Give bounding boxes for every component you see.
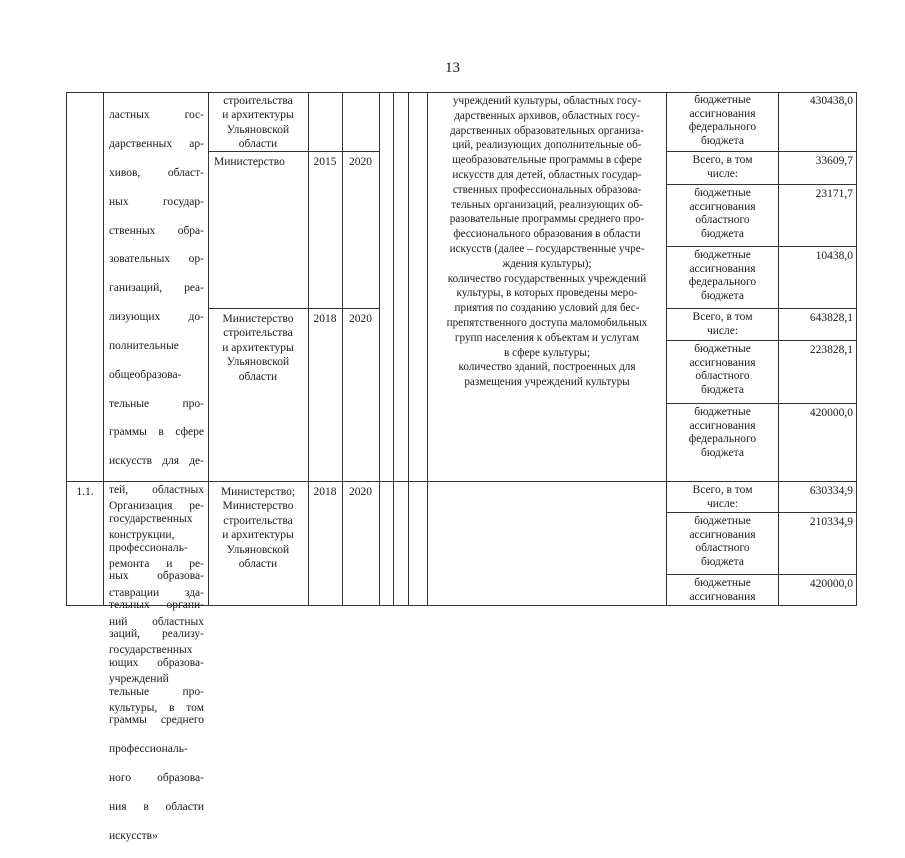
year-end: 2020 [349, 486, 372, 498]
finance-label: Всего, в том числе: [692, 311, 753, 337]
name-line: государственных [109, 512, 193, 525]
year-end: 2020 [349, 156, 372, 168]
name-line: полнительные [109, 339, 179, 352]
name-line: ного образова- [109, 772, 204, 785]
finance-label: бюджетные ассигнования федерального бюджета [688, 406, 757, 459]
name-line: ных образова- [109, 570, 204, 583]
name-line: лизующих до- [109, 311, 204, 324]
page-number: 13 [445, 60, 460, 76]
name-line: тельных органи- [109, 599, 204, 612]
name-line: искусств для де- [109, 455, 204, 468]
name-line: граммы в сфере [109, 426, 204, 439]
name-line: граммы среднего [109, 714, 204, 727]
name-line: конструкции, [109, 529, 175, 542]
finance-value: 10438,0 [815, 250, 853, 262]
finance-value: 643828,1 [809, 312, 853, 324]
finance-value: 210334,9 [809, 516, 853, 528]
finance-label: бюджетные ассигнования федерального бюджета [688, 249, 757, 302]
name-line: государственных [109, 644, 193, 657]
name-line: ных государ- [109, 195, 204, 208]
finance-label: Всего, в том числе: [692, 484, 753, 510]
name-line: тельные про- [109, 685, 204, 698]
name-line: общеобразова- [109, 368, 182, 381]
name-line: учреждений [109, 673, 169, 686]
row-name [109, 94, 204, 858]
name-line: профессиональ- [109, 743, 188, 756]
year-end: 2020 [349, 313, 372, 325]
finance-value: 33609,7 [815, 155, 853, 167]
program-table [66, 92, 857, 842]
finance-value: 420000,0 [809, 407, 853, 419]
executor-cell: Министерство; Министерство строительства и архитектуры Ульяновской области [220, 486, 296, 571]
finance-value: 430438,0 [809, 95, 853, 107]
name-line: ганизаций, реа- [109, 282, 204, 295]
name-line: ний областных [109, 615, 204, 628]
finance-label: бюджетные ассигнования федерального бюджета [688, 94, 757, 147]
finance-label: бюджетные ассигнования областного бюджета [689, 515, 756, 568]
name-line: дарственных ар- [109, 138, 204, 151]
row-number: 1.1. [76, 486, 94, 498]
name-line: ющих образова- [109, 656, 204, 669]
executor-cell: Министерство строительства и архитектуры Ульяновской области [222, 313, 294, 383]
finance-value: 630334,9 [809, 485, 853, 497]
finance-value: 420000,0 [809, 578, 853, 590]
name-line: Организация ре- [109, 500, 204, 513]
finance-value: 23171,7 [815, 188, 853, 200]
year-start: 2018 [313, 486, 337, 498]
year-start: 2015 [313, 156, 337, 168]
name-line: заций, реализу- [109, 628, 204, 641]
executor-cell: строительства и архитектуры Ульяновской области [222, 95, 294, 151]
name-line: ремонта и ре- [109, 558, 204, 571]
finance-label: бюджетные ассигнования областного бюджета [689, 187, 756, 240]
year-start: 2018 [313, 313, 337, 325]
name-line: тей, областных [109, 483, 204, 496]
finance-label: бюджетные ассигнования областного бюджета [689, 343, 756, 396]
name-line: ственных обра- [109, 224, 204, 237]
name-line: ния в области [109, 800, 204, 813]
name-line: зовательных ор- [109, 253, 204, 266]
name-line: культуры, в том [109, 702, 204, 715]
finance-label: Всего, в том числе: [692, 154, 753, 180]
finance-value: 223828,1 [809, 344, 853, 356]
name-line: тельные про- [109, 397, 204, 410]
indicators-text: учреждений культуры, областных госу- дарственных архивов, областных госу- дарственных образовательных организа- ций, реализующих дополнительные об- щеобразовательные программы в сфере искусств для детей, областных государ- ственных профессиональных образова- тельных организаций, реализующих об- разовательные программы среднего про- фессионального образования в области искусств (далее – государственные учре- ждения культуры); количество государственных учреждений культуры, в которых проведены меро- приятия по созданию условий для бес- препятственного доступа маломобильных групп населения к объектам и услугам в сфере культуры; количество зданий, построенных для размещения учреждений культуры [446, 95, 648, 389]
name-line: искусств» [109, 829, 158, 842]
row-name [109, 485, 204, 730]
executor-cell: Министерство [214, 156, 285, 168]
finance-label: бюджетные ассигнования [689, 577, 756, 603]
name-line: ставрации зда- [109, 586, 204, 599]
name-line: хивов, област- [109, 167, 204, 180]
name-line: профессиональ- [109, 541, 188, 554]
name-line: ластных гос- [109, 109, 204, 122]
